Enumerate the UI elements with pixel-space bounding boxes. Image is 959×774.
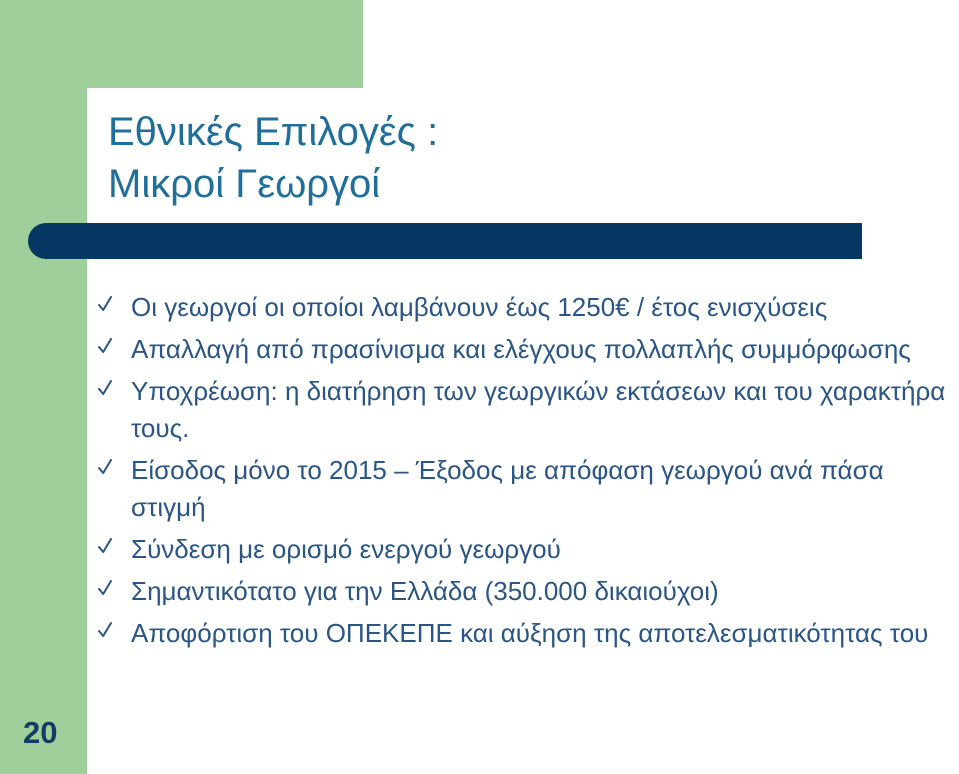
bullet-item-3 — [98, 373, 958, 447]
bullet-text-2: Απαλλαγή από πρασίνισμα και ελέγχους πολλαπλής συμμόρφωσης — [131, 334, 911, 364]
checkmark-icon — [98, 537, 112, 555]
bullet-text-1: Οι γεωργοί οι οποίοι λαμβάνουν έως 1250€ / έτος ενισχύσεις — [131, 292, 828, 322]
checkmark-icon — [98, 295, 112, 313]
bullet-item-4 — [98, 452, 958, 526]
slide-title-line-1: Εθνικές Επιλογές : — [108, 110, 439, 154]
green-side-strip — [0, 0, 87, 774]
bullet-text-6: Σημαντικότατο για την Ελλάδα (350.000 δικαιούχοι) — [131, 576, 719, 606]
bullet-text-7: Αποφόρτιση του ΟΠΕΚΕΠΕ και αύξηση της αποτελεσματικότητας του — [131, 618, 929, 648]
bullet-item-2 — [98, 331, 958, 368]
slide-title — [108, 106, 438, 210]
bullet-item-1 — [98, 289, 958, 326]
checkmark-icon — [98, 458, 112, 476]
bullet-text-3: Υποχρέωση: η διατήρηση των γεωργικών εκτάσεων και του χαρακτήρα τους. — [131, 376, 946, 443]
bullet-text-4: Είσοδος μόνο το 2015 – Έξοδος με απόφαση γεωργού ανά πάσα στιγμή — [131, 455, 884, 522]
bullet-item-5 — [98, 531, 958, 568]
bullet-item-6 — [98, 573, 958, 610]
checkmark-icon — [98, 621, 112, 639]
checkmark-icon — [98, 579, 112, 597]
slide-title-line-2: Μικροί Γεωργοί — [108, 162, 381, 206]
green-top-block — [0, 0, 363, 88]
checkmark-icon — [98, 337, 112, 355]
bullet-text-5: Σύνδεση με ορισμό ενεργού γεωργού — [131, 534, 561, 564]
page-number: 20 — [23, 715, 58, 750]
bullet-list — [98, 289, 958, 657]
bullet-item-7 — [98, 615, 958, 652]
title-underline-bar — [28, 223, 862, 259]
checkmark-icon — [98, 379, 112, 397]
